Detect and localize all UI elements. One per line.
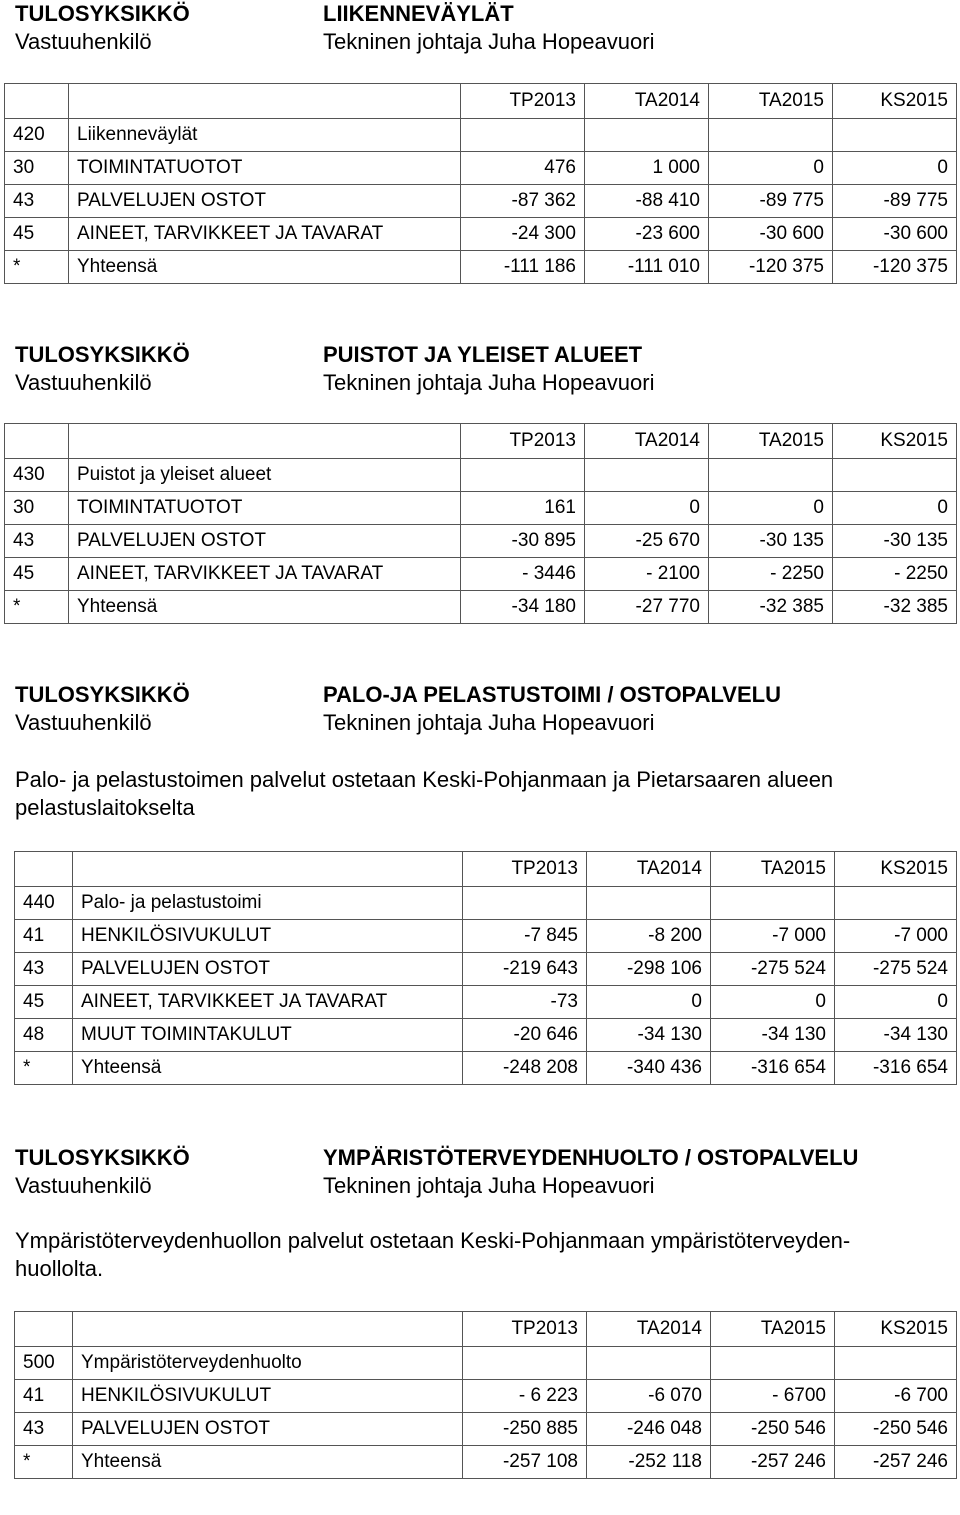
row-value: -275 524 xyxy=(711,953,835,986)
unit-label: TULOSYKSIKKÖ xyxy=(15,1145,190,1170)
row-value: 1 000 xyxy=(585,152,709,185)
column-header: KS2015 xyxy=(833,84,957,119)
cost-center-name: Palo- ja pelastustoimi xyxy=(73,887,463,920)
cost-center-code: 440 xyxy=(15,887,73,920)
row-label: AINEET, TARVIKKEET JA TAVARAT xyxy=(69,558,461,591)
unit-name: LIIKENNEVÄYLÄT xyxy=(323,1,514,26)
row-value: 0 xyxy=(835,986,957,1019)
row-code: 30 xyxy=(5,492,69,525)
header-blank xyxy=(69,84,461,119)
responsible-name: Tekninen johtaja Juha Hopeavuori xyxy=(323,370,655,395)
row-label: PALVELUJEN OSTOT xyxy=(69,525,461,558)
row-label: AINEET, TARVIKKEET JA TAVARAT xyxy=(73,986,463,1019)
budget-table xyxy=(14,851,957,1085)
section-description: Ympäristöterveydenhuollon palvelut ostetaan Keski-Pohjanmaan ympäristöterveyden-huollolta. xyxy=(15,1228,851,1281)
row-value: -6 700 xyxy=(835,1380,957,1413)
row-value: - 2250 xyxy=(709,558,833,591)
row-value: 0 xyxy=(587,986,711,1019)
row-value: -32 385 xyxy=(833,591,957,624)
column-header: TA2015 xyxy=(711,852,835,887)
column-header: TA2014 xyxy=(585,424,709,459)
row-value: -34 180 xyxy=(461,591,585,624)
header-blank xyxy=(73,1312,463,1347)
responsible-name: Tekninen johtaja Juha Hopeavuori xyxy=(323,1173,655,1198)
row-value: 161 xyxy=(461,492,585,525)
row-code: 43 xyxy=(15,953,73,986)
row-value: -316 654 xyxy=(711,1052,835,1085)
table-header-row xyxy=(5,424,957,459)
row-value: 0 xyxy=(833,152,957,185)
table-row xyxy=(15,986,957,1019)
responsible-label: Vastuuhenkilö xyxy=(15,710,152,735)
cost-center-name: Liikenneväylät xyxy=(69,119,461,152)
row-code: 43 xyxy=(5,525,69,558)
column-header: TA2014 xyxy=(585,84,709,119)
row-code: 41 xyxy=(15,920,73,953)
row-value: -6 070 xyxy=(587,1380,711,1413)
row-value: -89 775 xyxy=(833,185,957,218)
table-title-row xyxy=(5,119,957,152)
table-row xyxy=(5,152,957,185)
table-row xyxy=(15,1019,957,1052)
table-row xyxy=(15,1380,957,1413)
table-row xyxy=(5,185,957,218)
row-value: -340 436 xyxy=(587,1052,711,1085)
header-blank xyxy=(15,1312,73,1347)
row-code: * xyxy=(15,1052,73,1085)
header-blank xyxy=(15,852,73,887)
row-value: -111 186 xyxy=(461,251,585,284)
row-value: -257 246 xyxy=(711,1446,835,1479)
column-header: TA2014 xyxy=(587,852,711,887)
row-value: -34 130 xyxy=(835,1019,957,1052)
row-label: PALVELUJEN OSTOT xyxy=(73,953,463,986)
row-value: -250 546 xyxy=(835,1413,957,1446)
row-value: -298 106 xyxy=(587,953,711,986)
table-header-row xyxy=(15,1312,957,1347)
row-value: -25 670 xyxy=(585,525,709,558)
table-row xyxy=(5,525,957,558)
table-title-row xyxy=(15,887,957,920)
row-label: AINEET, TARVIKKEET JA TAVARAT xyxy=(69,218,461,251)
header-blank xyxy=(5,424,69,459)
row-value: 476 xyxy=(461,152,585,185)
table-total-row xyxy=(5,251,957,284)
row-value: 0 xyxy=(833,492,957,525)
responsible-label: Vastuuhenkilö xyxy=(15,29,152,54)
table-row xyxy=(5,218,957,251)
row-label: PALVELUJEN OSTOT xyxy=(69,185,461,218)
row-value: -257 108 xyxy=(463,1446,587,1479)
budget-table xyxy=(4,423,957,624)
cost-center-name: Ympäristöterveydenhuolto xyxy=(73,1347,463,1380)
row-value: -7 845 xyxy=(463,920,587,953)
column-header: TP2013 xyxy=(463,1312,587,1347)
column-header: TA2015 xyxy=(711,1312,835,1347)
responsible-label: Vastuuhenkilö xyxy=(15,1173,152,1198)
row-value: -30 600 xyxy=(709,218,833,251)
row-code: 45 xyxy=(5,218,69,251)
row-code: 48 xyxy=(15,1019,73,1052)
row-value: - 6700 xyxy=(711,1380,835,1413)
row-value: -111 010 xyxy=(585,251,709,284)
row-value: -7 000 xyxy=(835,920,957,953)
row-value: -87 362 xyxy=(461,185,585,218)
budget-table xyxy=(4,83,957,284)
row-value: -248 208 xyxy=(463,1052,587,1085)
row-label: TOIMINTATUOTOT xyxy=(69,492,461,525)
row-value: 0 xyxy=(709,152,833,185)
responsible-name: Tekninen johtaja Juha Hopeavuori xyxy=(323,710,655,735)
row-label: Yhteensä xyxy=(73,1446,463,1479)
row-label: TOIMINTATUOTOT xyxy=(69,152,461,185)
column-header: TA2015 xyxy=(709,84,833,119)
row-value: - 2250 xyxy=(833,558,957,591)
unit-name: YMPÄRISTÖTERVEYDENHUOLTO / OSTOPALVELU xyxy=(323,1145,859,1170)
row-value: -27 770 xyxy=(585,591,709,624)
row-label: Yhteensä xyxy=(69,251,461,284)
row-code: 30 xyxy=(5,152,69,185)
table-total-row xyxy=(15,1052,957,1085)
table-row xyxy=(15,1413,957,1446)
row-value: -30 600 xyxy=(833,218,957,251)
row-code: * xyxy=(5,591,69,624)
row-value: -88 410 xyxy=(585,185,709,218)
row-value: -316 654 xyxy=(835,1052,957,1085)
row-value: -250 546 xyxy=(711,1413,835,1446)
column-header: TA2015 xyxy=(709,424,833,459)
header-blank xyxy=(73,852,463,887)
row-label: HENKILÖSIVUKULUT xyxy=(73,920,463,953)
row-value: -30 135 xyxy=(833,525,957,558)
row-value: -73 xyxy=(463,986,587,1019)
column-header: KS2015 xyxy=(835,852,957,887)
header-blank xyxy=(5,84,69,119)
row-value: -20 646 xyxy=(463,1019,587,1052)
table-row xyxy=(15,953,957,986)
row-code: * xyxy=(5,251,69,284)
row-code: 43 xyxy=(5,185,69,218)
row-value: - 3446 xyxy=(461,558,585,591)
row-value: -30 895 xyxy=(461,525,585,558)
responsible-name: Tekninen johtaja Juha Hopeavuori xyxy=(323,29,655,54)
row-value: -89 775 xyxy=(709,185,833,218)
column-header: TP2013 xyxy=(461,424,585,459)
row-code: 43 xyxy=(15,1413,73,1446)
row-value: -30 135 xyxy=(709,525,833,558)
table-title-row xyxy=(5,459,957,492)
row-value: -32 385 xyxy=(709,591,833,624)
row-code: 45 xyxy=(5,558,69,591)
budget-table xyxy=(14,1311,957,1479)
row-label: Yhteensä xyxy=(73,1052,463,1085)
row-label: Yhteensä xyxy=(69,591,461,624)
row-value: -23 600 xyxy=(585,218,709,251)
row-value: 0 xyxy=(585,492,709,525)
row-value: - 6 223 xyxy=(463,1380,587,1413)
row-value: -120 375 xyxy=(833,251,957,284)
row-value: -275 524 xyxy=(835,953,957,986)
row-value: -252 118 xyxy=(587,1446,711,1479)
table-row xyxy=(5,492,957,525)
table-header-row xyxy=(5,84,957,119)
cost-center-code: 500 xyxy=(15,1347,73,1380)
section-description: Palo- ja pelastustoimen palvelut ostetaan Keski-Pohjanmaan ja Pietarsaaren alueen pelastuslaitokselta xyxy=(15,767,834,820)
unit-label: TULOSYKSIKKÖ xyxy=(15,342,190,367)
unit-name: PALO-JA PELASTUSTOIMI / OSTOPALVELU xyxy=(323,682,781,707)
row-value: 0 xyxy=(709,492,833,525)
cost-center-code: 430 xyxy=(5,459,69,492)
row-value: -8 200 xyxy=(587,920,711,953)
row-value: -120 375 xyxy=(709,251,833,284)
row-value: 0 xyxy=(711,986,835,1019)
responsible-label: Vastuuhenkilö xyxy=(15,370,152,395)
row-value: -34 130 xyxy=(587,1019,711,1052)
table-title-row xyxy=(15,1347,957,1380)
row-label: MUUT TOIMINTAKULUT xyxy=(73,1019,463,1052)
cost-center-code: 420 xyxy=(5,119,69,152)
column-header: TP2013 xyxy=(461,84,585,119)
row-label: PALVELUJEN OSTOT xyxy=(73,1413,463,1446)
row-code: 41 xyxy=(15,1380,73,1413)
row-value: -7 000 xyxy=(711,920,835,953)
row-code: 45 xyxy=(15,986,73,1019)
table-total-row xyxy=(5,591,957,624)
column-header: TP2013 xyxy=(463,852,587,887)
row-code: * xyxy=(15,1446,73,1479)
row-value: -246 048 xyxy=(587,1413,711,1446)
header-blank xyxy=(69,424,461,459)
row-value: -24 300 xyxy=(461,218,585,251)
column-header: KS2015 xyxy=(833,424,957,459)
row-value: -250 885 xyxy=(463,1413,587,1446)
table-total-row xyxy=(15,1446,957,1479)
table-row xyxy=(15,920,957,953)
unit-label: TULOSYKSIKKÖ xyxy=(15,1,190,26)
row-value: -219 643 xyxy=(463,953,587,986)
row-value: -34 130 xyxy=(711,1019,835,1052)
column-header: KS2015 xyxy=(835,1312,957,1347)
unit-name: PUISTOT JA YLEISET ALUEET xyxy=(323,342,643,367)
unit-label: TULOSYKSIKKÖ xyxy=(15,682,190,707)
row-label: HENKILÖSIVUKULUT xyxy=(73,1380,463,1413)
table-header-row xyxy=(15,852,957,887)
table-row xyxy=(5,558,957,591)
row-value: -257 246 xyxy=(835,1446,957,1479)
row-value: - 2100 xyxy=(585,558,709,591)
cost-center-name: Puistot ja yleiset alueet xyxy=(69,459,461,492)
column-header: TA2014 xyxy=(587,1312,711,1347)
